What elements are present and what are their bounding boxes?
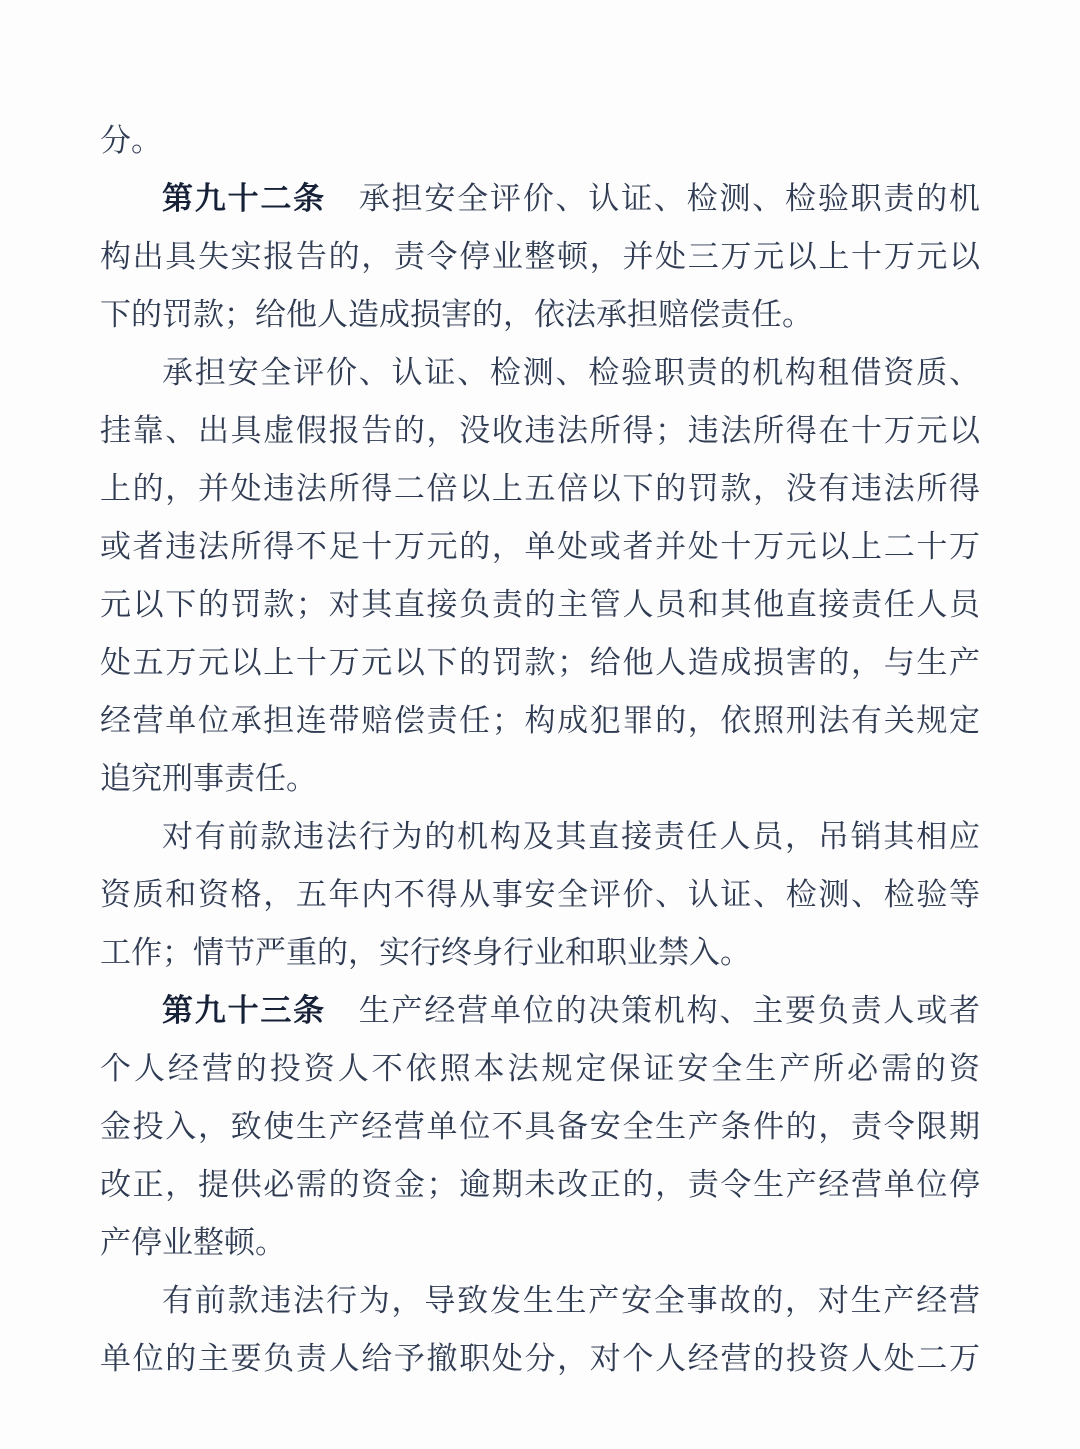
line-text: 追究刑事责任。: [100, 761, 317, 796]
line-text: 工作；情节严重的，实行终身行业和职业禁入。: [100, 935, 751, 970]
text-column: [100, 112, 980, 1388]
text-line: [100, 112, 980, 170]
line-text: 改正，提供必需的资金；逾期未改正的，责令生产经营单位停: [100, 1167, 980, 1202]
text-line: [100, 1098, 980, 1156]
text-line: [100, 228, 980, 286]
text-line: [100, 170, 980, 228]
line-text: 金投入，致使生产经营单位不具备安全生产条件的，责令限期: [100, 1109, 980, 1144]
article-number-92: 第九十二条: [162, 181, 326, 216]
line-text: 单位的主要负责人给予撤职处分，对个人经营的投资人处二万: [100, 1341, 980, 1376]
text-line: [100, 460, 980, 518]
text-line: [100, 750, 980, 808]
line-text: 分。: [100, 123, 162, 158]
text-line: [100, 344, 980, 402]
text-line: [100, 1330, 980, 1388]
article-number-93: 第九十三条: [162, 993, 326, 1028]
line-text: 承担安全评价、认证、检测、检验职责的机构租借资质、: [162, 355, 980, 390]
text-line: [100, 924, 980, 982]
line-text: 资质和资格，五年内不得从事安全评价、认证、检测、检验等: [100, 877, 980, 912]
line-text: 上的，并处违法所得二倍以上五倍以下的罚款，没有违法所得: [100, 471, 980, 506]
line-text: 下的罚款；给他人造成损害的，依法承担赔偿责任。: [100, 297, 813, 332]
text-line: [100, 286, 980, 344]
line-text: 生产经营单位的决策机构、主要负责人或者: [325, 993, 981, 1028]
line-text: 挂靠、出具虚假报告的，没收违法所得；违法所得在十万元以: [100, 413, 980, 448]
line-text: 对有前款违法行为的机构及其直接责任人员，吊销其相应: [162, 819, 980, 854]
line-text: 产停业整顿。: [100, 1225, 286, 1260]
line-text: 经营单位承担连带赔偿责任；构成犯罪的，依照刑法有关规定: [100, 703, 980, 738]
text-line: [100, 634, 980, 692]
text-line: [100, 1156, 980, 1214]
line-text: 有前款违法行为，导致发生生产安全事故的，对生产经营: [162, 1283, 980, 1318]
text-line: [100, 576, 980, 634]
text-line: [100, 1272, 980, 1330]
line-text: 构出具失实报告的，责令停业整顿，并处三万元以上十万元以: [100, 239, 980, 274]
line-text: 元以下的罚款；对其直接负责的主管人员和其他直接责任人员: [100, 587, 980, 622]
text-line: [100, 866, 980, 924]
line-text: 承担安全评价、认证、检测、检验职责的机: [325, 181, 981, 216]
text-line: [100, 518, 980, 576]
text-line: [100, 982, 980, 1040]
line-text: 个人经营的投资人不依照本法规定保证安全生产所必需的资: [100, 1051, 980, 1086]
text-line: [100, 402, 980, 460]
text-line: [100, 1214, 980, 1272]
line-text: 处五万元以上十万元以下的罚款；给他人造成损害的，与生产: [100, 645, 980, 680]
text-line: [100, 808, 980, 866]
text-line: [100, 1040, 980, 1098]
text-line: [100, 692, 980, 750]
line-text: 或者违法所得不足十万元的，单处或者并处十万元以上二十万: [100, 529, 980, 564]
